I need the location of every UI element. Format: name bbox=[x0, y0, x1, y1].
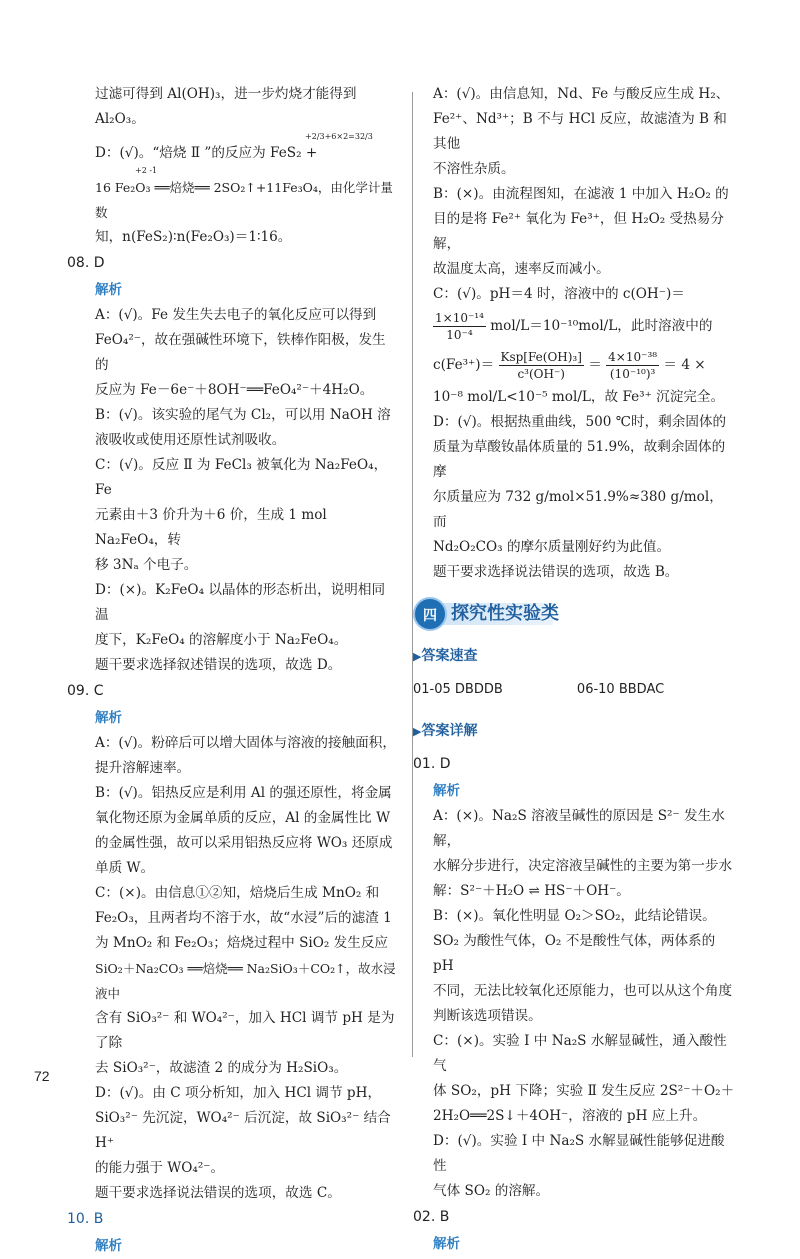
text-line: 单质 W。 bbox=[95, 860, 155, 876]
left-column bbox=[67, 82, 397, 1259]
text-line: D：(√)。实验 Ⅰ 中 Na₂S 水解显碱性能够促进酸性 bbox=[433, 1133, 725, 1174]
text-line: FeO₄²⁻，故在强碱性环境下，铁棒作阳极，发生的 bbox=[95, 332, 386, 373]
answer-key bbox=[413, 676, 735, 704]
fraction-line bbox=[433, 345, 735, 385]
text-line: A：(√)。Fe 发生失去电子的氧化反应可以得到 bbox=[95, 307, 377, 323]
analysis-label: 解析 bbox=[433, 783, 460, 799]
text-line: Fe₂O₃，且两者均不溶于水，故“水浸”后的滤渣 1 bbox=[95, 910, 392, 926]
analysis-label: 解析 bbox=[95, 282, 122, 298]
text-line: 液吸收或使用还原性试剂吸收。 bbox=[95, 432, 286, 448]
text-line: 故温度太高，速率反而减小。 bbox=[433, 261, 610, 277]
text-line: 含有 SiO₃²⁻ 和 WO₄²⁻，加入 HCl 调节 pH 是为了除 bbox=[95, 1010, 395, 1051]
equation-line: SiO₂＋Na₂CO₃ ══焙烧══ Na₂SiO₃＋CO₂↑，故水浸液中 bbox=[95, 961, 396, 1001]
text-line: 不同，无法比较氧化还原能力，也可以从这个角度 bbox=[433, 983, 733, 999]
fraction-line bbox=[433, 307, 735, 345]
text-line: C：(√)。pH＝4 时，溶液中的 c(OH⁻)＝ bbox=[433, 286, 685, 302]
fraction-tail: mol/L＝10⁻¹⁰mol/L，此时溶液中的 bbox=[490, 318, 713, 334]
oxidation-annotation: +2/3+6×2=32/3 bbox=[305, 132, 373, 141]
triangle-icon: ▶ bbox=[413, 650, 422, 663]
text-line: B：(√)。该实验的尾气为 Cl₂，可以用 NaOH 溶 bbox=[95, 407, 391, 423]
analysis-label: 解析 bbox=[95, 710, 122, 726]
analysis-09 bbox=[95, 731, 397, 1206]
analysis-label: 解析 bbox=[95, 1238, 122, 1254]
section-banner bbox=[413, 593, 743, 633]
right-column bbox=[413, 82, 735, 1257]
oxidation-annotation: +2 -1 bbox=[135, 166, 158, 175]
text-line: 的能力强于 WO₄²⁻。 bbox=[95, 1160, 225, 1176]
text-line: D：(√)。由 C 项分析知，加入 HCl 调节 pH， bbox=[95, 1085, 382, 1101]
subsection-heading bbox=[413, 718, 735, 745]
text-line: C：(√)。反应 Ⅱ 为 FeCl₃ 被氧化为 Na₂FeO₄，Fe bbox=[95, 457, 388, 498]
text-line: 去 SiO₃²⁻，故滤渣 2 的成分为 H₂SiO₃。 bbox=[95, 1060, 348, 1076]
text-line: A：(×)。Na₂S 溶液呈碱性的原因是 S²⁻ 发生水解， bbox=[433, 808, 725, 849]
text-line: 反应为 Fe－6e⁻＋8OH⁻══FeO₄²⁻＋4H₂O。 bbox=[95, 382, 374, 398]
text-line: D：(√)。根据热重曲线，500 ℃时，剩余固体的 bbox=[433, 414, 727, 430]
question-02-answer: 02. B bbox=[413, 1209, 450, 1225]
denominator: 10⁻⁴ bbox=[446, 328, 473, 342]
question-08-answer: 08. D bbox=[67, 255, 105, 271]
subsection-heading bbox=[413, 643, 735, 670]
text-line: 氧化物还原为金属单质的反应，Al 的金属性比 W bbox=[95, 810, 391, 826]
question-09-answer: 09. C bbox=[67, 683, 104, 699]
text-line: 过滤可得到 Al(OH)₃，进一步灼烧才能得到 Al₂O₃。 bbox=[95, 86, 357, 127]
subsection-title: 答案详解 bbox=[421, 723, 478, 739]
fraction bbox=[499, 349, 584, 382]
text-line: 移 3Nₐ 个电子。 bbox=[95, 557, 198, 573]
text-line: 判断该选项错误。 bbox=[433, 1008, 542, 1024]
text-line: 元素由＋3 价升为＋6 价，生成 1 mol Na₂FeO₄，转 bbox=[95, 507, 327, 548]
text-line: 题干要求选择叙述错误的选项，故选 D。 bbox=[95, 657, 342, 673]
section-title: 探究性实验类 bbox=[451, 603, 559, 624]
text-line: D：(×)。K₂FeO₄ 以晶体的形态析出，说明相同温 bbox=[95, 582, 386, 623]
numerator: 1×10⁻¹⁴ bbox=[435, 311, 484, 325]
text-line: 10⁻⁸ mol/L<10⁻⁵ mol/L，故 Fe³⁺ 沉淀完全。 bbox=[433, 389, 725, 405]
fe3-lhs: c(Fe³⁺)＝ bbox=[433, 357, 495, 373]
denominator: c³(OH⁻) bbox=[517, 367, 565, 381]
question-01-answer: 01. D bbox=[413, 756, 451, 772]
numerator: 4×10⁻³⁸ bbox=[608, 350, 658, 364]
text-line: 目的是将 Fe²⁺ 氧化为 Fe³⁺，但 H₂O₂ 受热易分解， bbox=[433, 211, 724, 252]
text-line: D：(√)。“焙烧 Ⅱ ”的反应为 FeS₂ + bbox=[95, 145, 318, 161]
text-line: 尔质量应为 732 g/mol×51.9%≈380 g/mol，而 bbox=[433, 489, 723, 530]
question-10-answer: 10. B bbox=[67, 1211, 104, 1227]
text-line: 度下，K₂FeO₄ 的溶解度小于 Na₂FeO₄。 bbox=[95, 632, 348, 648]
text-line: Nd₂O₂CO₃ 的摩尔质量刚好约为此值。 bbox=[433, 539, 671, 555]
text-line: B：(√)。铝热反应是利用 Al 的强还原性，将金属 bbox=[95, 785, 392, 801]
text-line: 为 MnO₂ 和 Fe₂O₃；焙烧过程中 SiO₂ 发生反应 bbox=[95, 935, 389, 951]
text-line: C：(×)。实验 Ⅰ 中 Na₂S 水解显碱性，通入酸性气 bbox=[433, 1033, 727, 1074]
text-line: A：(√)。粉碎后可以增大固体与溶液的接触面积， bbox=[95, 735, 396, 751]
fraction-tail: ＝ 4 × bbox=[663, 357, 706, 373]
subsection-title: 答案速查 bbox=[421, 648, 478, 664]
numerator: Ksp[Fe(OH)₃] bbox=[500, 350, 582, 364]
text-line: Fe²⁺、Nd³⁺；B 不与 HCl 反应，故滤渣为 B 和其他 bbox=[433, 111, 727, 152]
text-line: 解：S²⁻＋H₂O ⇌ HS⁻＋OH⁻。 bbox=[433, 883, 630, 899]
text-line: 提升溶解速率。 bbox=[95, 760, 191, 776]
text-line: 2H₂O══2S↓＋4OH⁻，溶液的 pH 应上升。 bbox=[433, 1108, 707, 1124]
text-line: 题干要求选择说法错误的选项，故选 C。 bbox=[95, 1185, 341, 1201]
answer-group: 01-05 DBDDB bbox=[413, 682, 503, 697]
column-divider bbox=[412, 92, 413, 1057]
analysis-01 bbox=[433, 804, 735, 1204]
answer-group: 06-10 BBDAC bbox=[576, 682, 665, 697]
text-line: B：(×)。氧化性明显 O₂＞SO₂，此结论错误。 bbox=[433, 908, 716, 924]
text-line: B：(×)。由流程图知，在滤液 1 中加入 H₂O₂ 的 bbox=[433, 186, 729, 202]
text-line: 质量为草酸钕晶体质量的 51.9%，故剩余固体的摩 bbox=[433, 439, 726, 480]
equals-sign: ＝ bbox=[588, 357, 602, 373]
section-number-badge: 四 bbox=[413, 597, 447, 631]
text-line: 水解分步进行，决定溶液呈碱性的主要为第一步水 bbox=[433, 858, 733, 874]
equation-line: 16 Fe₂O₃ ══焙烧══ 2SO₂↑+11Fe₃O₄，由化学计量数 bbox=[95, 180, 393, 220]
text-line: C：(×)。由信息①②知，焙烧后生成 MnO₂ 和 bbox=[95, 885, 380, 901]
page-number: 72 bbox=[34, 1068, 50, 1084]
text-line: 题干要求选择说法错误的选项，故选 B。 bbox=[433, 564, 679, 580]
analysis-label: 解析 bbox=[433, 1236, 460, 1252]
text-line: 不溶性杂质。 bbox=[433, 161, 515, 177]
text-line: A：(√)。由信息知，Nd、Fe 与酸反应生成 H₂、 bbox=[433, 86, 730, 102]
text-line: SO₂ 为酸性气体，O₂ 不是酸性气体，两体系的 pH bbox=[433, 933, 716, 974]
text-line: SiO₃²⁻ 先沉淀，WO₄²⁻ 后沉淀，故 SiO₃²⁻ 结合 H⁺ bbox=[95, 1110, 391, 1151]
fraction bbox=[606, 349, 659, 382]
text-line: 知，n(FeS₂)∶n(Fe₂O₃)＝1∶16。 bbox=[95, 229, 292, 245]
fraction bbox=[433, 310, 486, 343]
text-line: 气体 SO₂ 的溶解。 bbox=[433, 1183, 550, 1199]
text-line: 体 SO₂，pH 下降；实验 Ⅱ 发生反应 2S²⁻＋O₂＋ bbox=[433, 1083, 735, 1099]
text-line: 的金属性强，故可以采用铝热反应将 WO₃ 还原成 bbox=[95, 835, 393, 851]
triangle-icon: ▶ bbox=[413, 725, 422, 738]
denominator: (10⁻¹⁰)³ bbox=[609, 367, 656, 381]
analysis-08 bbox=[95, 303, 397, 678]
